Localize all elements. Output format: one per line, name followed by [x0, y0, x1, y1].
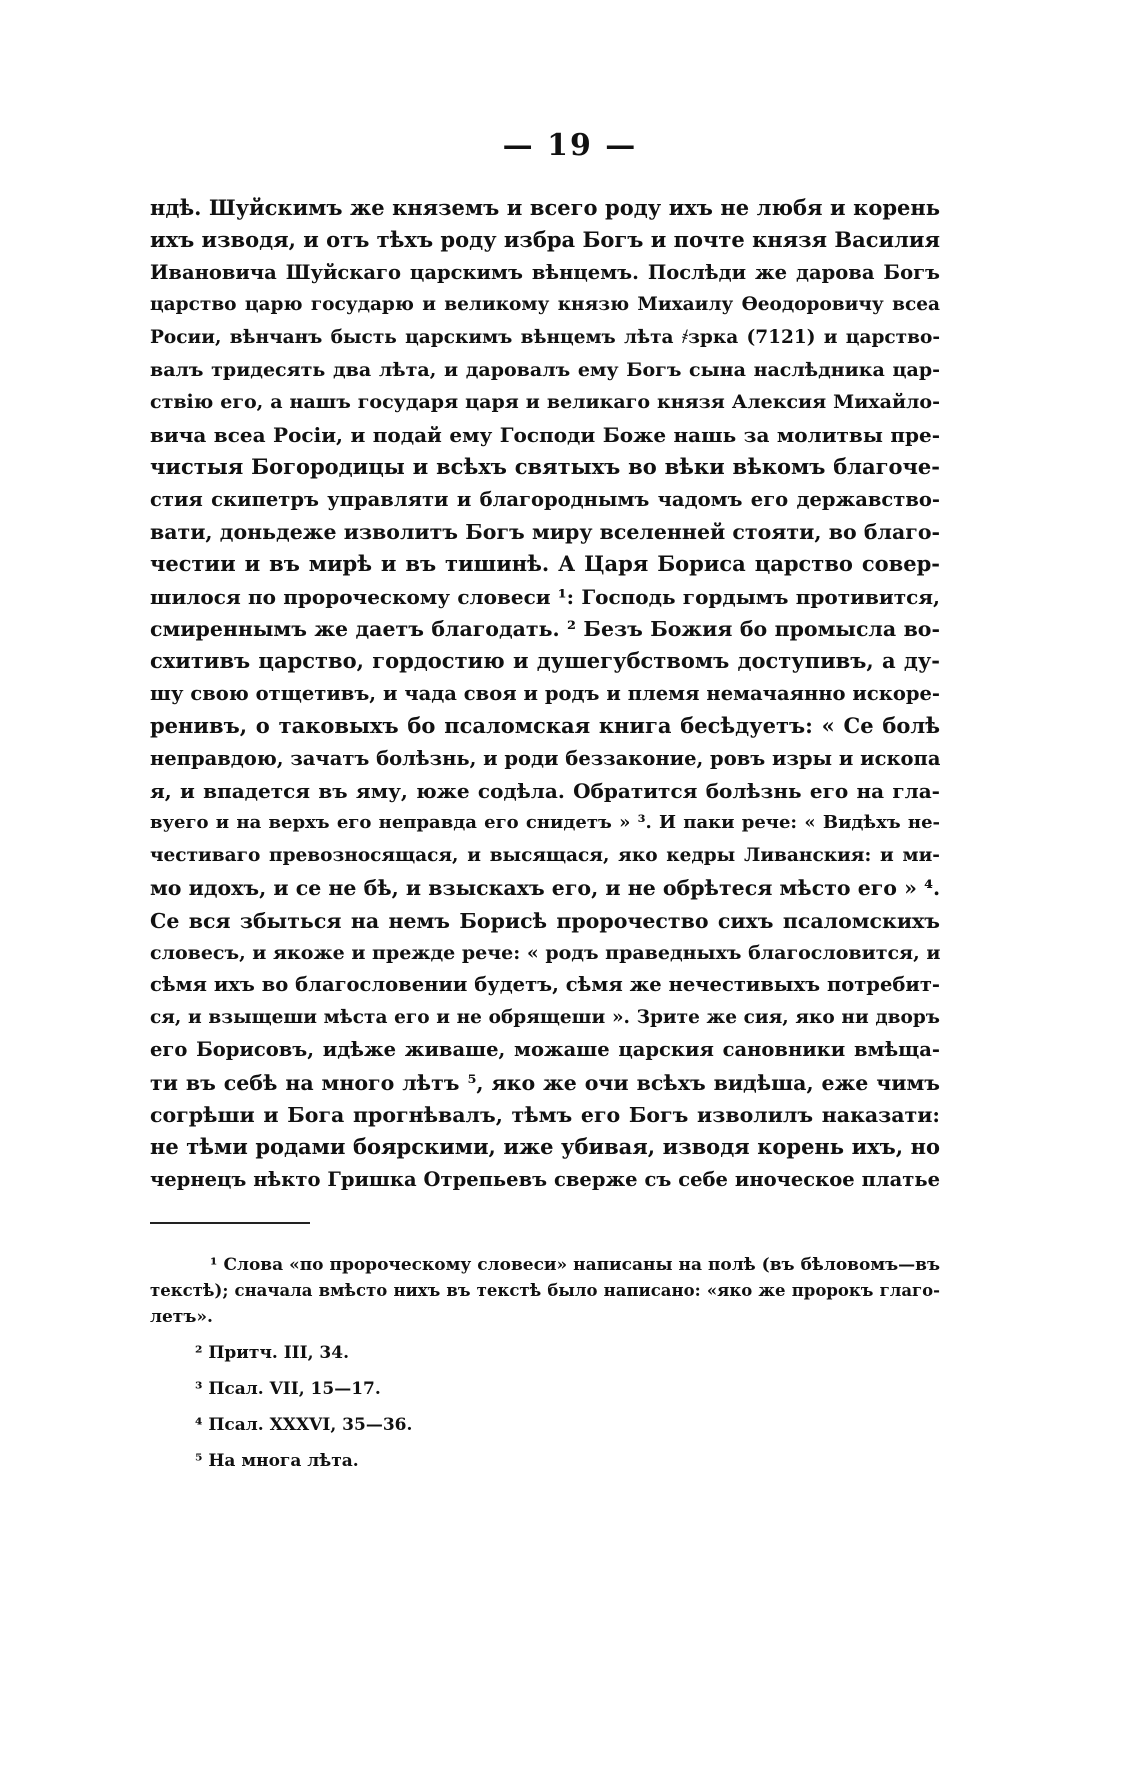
text-line: ндѣ. Шуйскимъ же княземъ и всего роду ихъ не любя и корень: [150, 195, 940, 220]
text-line: согрѣши и Бога прогнѣвалъ, тѣмъ его Богъ изволилъ наказати:: [150, 1102, 940, 1127]
text-line: Росии, вѣнчанъ бысть царскимъ вѣнцемъ лѣта ҂зрка (7121) и царство-: [150, 326, 940, 348]
text-line: валъ тридесять два лѣта, и даровалъ ему Богъ сына наслѣдника цар-: [150, 358, 940, 381]
footnote-1-cont: текстѣ); сначала вмѣсто нихъ въ текстѣ было написано: «яко же пророкъ глаго-: [150, 1281, 940, 1300]
footnote-2: ² Притч. III, 34.: [195, 1343, 349, 1363]
text-line: честиваго превозносящася, и высящася, яко кедры Ливанския: и ми-: [150, 844, 940, 866]
text-line: я, и впадется въ яму, юже содѣла. Обратится болѣзнь его на гла-: [150, 779, 940, 804]
text-line: чистыя Богородицы и всѣхъ святыхъ во вѣки вѣкомъ благоче-: [150, 454, 940, 480]
text-line: ихъ изводя, и отъ тѣхъ роду избра Богъ и почте князя Василия: [150, 227, 940, 253]
footnote-divider: [150, 1222, 310, 1224]
text-line: вуего и на верхъ его неправда его снидетъ » ³. И паки рече: « Видѣхъ не-: [150, 812, 940, 834]
page-number: — 19 —: [502, 128, 638, 163]
text-line: вича всеа Росiи, и подай ему Господи Боже нашь за молитвы пре-: [150, 422, 940, 447]
footnote-5: ⁵ На многа лѣта.: [195, 1451, 359, 1471]
text-line: Ивановича Шуйскаго царскимъ вѣнцемъ. Послѣди же дарова Богъ: [150, 260, 940, 284]
footnotes: [150, 1252, 940, 1474]
text-line: царство царю государю и великому князю Михаилу Ѳеодоровичу всеа: [150, 294, 940, 316]
text-line: ся, и взыщеши мѣста его и не обрящеши ». Зрите же сия, яко ни дворъ: [150, 1006, 940, 1028]
text-line: словесъ, и якоже и прежде рече: « родъ праведныхъ благословится, и: [150, 941, 940, 964]
text-line: его Борисовъ, идѣже живаше, можаше царския сановники вмѣщa-: [150, 1038, 940, 1062]
text-line: шилося по пророческому словеси ¹: Господь гордымъ противится,: [150, 584, 940, 609]
text-line: чернецъ нѣкто Гришка Отрепьевъ сверже съ себе иноческое платье: [150, 1167, 940, 1191]
text-line: Се вся збыться на немъ Борисѣ пророчество сихъ псаломскихъ: [150, 908, 940, 933]
text-line: стия скипетръ управляти и благороднымъ чадомъ его державство-: [150, 487, 940, 511]
text-line: сѣмя ихъ во благословении будетъ, сѣмя же нечестивыхъ потребит-: [150, 973, 940, 997]
text-line: мо идохъ, и се не бѣ, и взыскахъ его, и не обрѣтеся мѣсто его » ⁴.: [150, 876, 940, 901]
text-line: шу свою отщетивъ, и чада своя и родъ и племя немачаянно искоре-: [150, 681, 940, 705]
text-line: ствію его, а нашъ государя царя и великаго князя Алексия Михайло-: [150, 391, 940, 414]
footnote-1-end: летъ».: [150, 1307, 213, 1327]
text-line: вати, доньдеже изволитъ Богъ миру вселенней стояти, во благо-: [150, 519, 940, 544]
text-line: честии и въ мирѣ и въ тишинѣ. А Царя Бориса царство совер-: [150, 551, 940, 577]
footnote-4: ⁴ Псал. XXXVI, 35—36.: [195, 1415, 413, 1435]
text-line: не тѣми родами боярскими, иже убивая, изводя корень ихъ, но: [150, 1134, 940, 1160]
text-line: неправдою, зачатъ болѣзнь, и роди беззаконие, ровъ изры и ископа: [150, 746, 940, 770]
footnote-1: ¹ Слова «по пророческому словеси» написаны на полѣ (въ бѣловомъ—въ: [210, 1255, 940, 1275]
footnote-3: ³ Псал. VII, 15—17.: [195, 1379, 381, 1399]
text-line: ти въ себѣ на много лѣтъ ⁵, яко же очи всѣхъ видѣша, еже чимъ: [150, 1070, 940, 1095]
text-line: смиреннымъ же даетъ благодать. ² Безъ Божия бо промысла во-: [150, 617, 940, 642]
text-line: схитивъ царство, гордостию и душегубствомъ доступивъ, а ду-: [150, 648, 940, 674]
text-line: ренивъ, о таковыхъ бо псаломская книга бесѣдуетъ: « Се болѣ: [150, 713, 940, 739]
body-text: [150, 192, 940, 1196]
